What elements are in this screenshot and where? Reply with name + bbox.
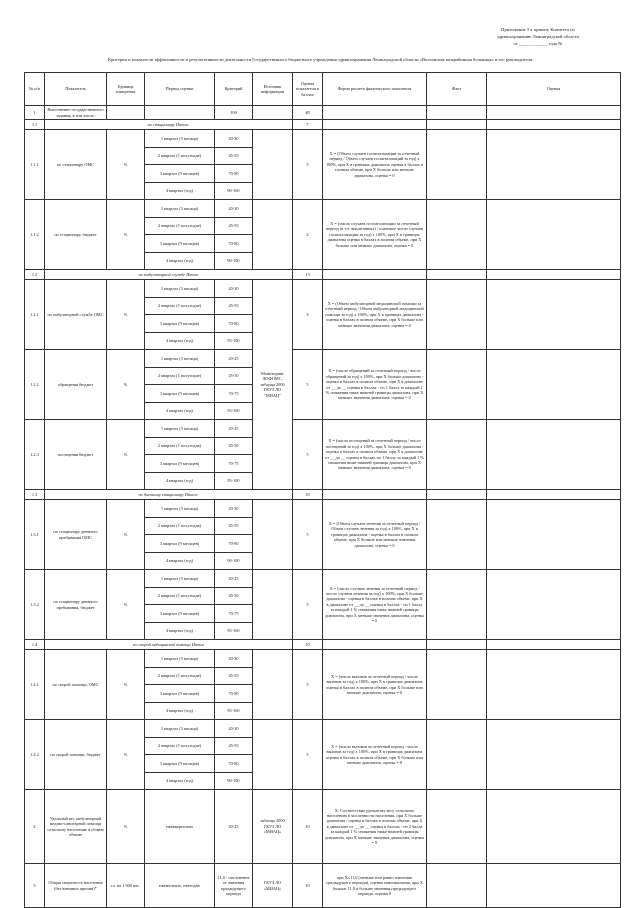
period-cell: 3 квартал (9 месяцев)	[145, 605, 215, 623]
row-indicator: по стационару ОМС	[45, 130, 107, 200]
row-indicator: по стационару, бюджет	[45, 200, 107, 270]
section-score: 10	[293, 640, 323, 650]
row-num: 1.1.1	[25, 130, 45, 200]
col-assessment-header: Оценка	[487, 73, 621, 106]
criterion-cell: 95-100	[215, 402, 253, 420]
criterion-cell: 70-80	[215, 315, 253, 333]
row-formula: X = (Объем амбулаторной медицинской помощи за отчетный период / Объем амбулаторной медицинской помощи за год) x 100%, при X в границах диапазона - оценка в баллах в полном объеме, при X больше или меньше значения диапазона, оценка = 0	[323, 280, 427, 350]
row-fact	[427, 350, 487, 420]
period-cell: 2 квартал (1 полугодие)	[145, 297, 215, 315]
row-score: 5	[293, 720, 323, 790]
criterion-cell: 20-25	[215, 350, 253, 368]
row-source	[253, 130, 293, 200]
row-num: 1.4.1	[25, 650, 45, 720]
criterion-cell: 90-100	[215, 552, 253, 570]
row-fact	[427, 500, 487, 570]
section-fact	[427, 120, 487, 130]
row-score: 5	[293, 130, 323, 200]
section-score: 10	[293, 490, 323, 500]
section-formula	[323, 490, 427, 500]
section-num: 1.3	[25, 490, 45, 500]
row-unit: сл. на 1 000 нас.	[107, 864, 145, 908]
approval-header	[458, 26, 618, 47]
row-assessment	[487, 500, 621, 570]
row-score: 2	[293, 200, 323, 270]
row-score: 5	[293, 570, 323, 640]
approval-line-1: Приложение 5 к приказу Комитета по	[501, 27, 575, 32]
table-row	[25, 200, 621, 218]
row-formula: X = (Объем случаев лечения за отчетный период / Объем случаев лечения за год) x 100%, при X в границах диапазона - оценка в баллах в полном объеме, при X больше или меньше значения диапазона, оценка = 0	[323, 500, 427, 570]
section-assessment	[487, 270, 621, 280]
row-unit: %	[107, 280, 145, 350]
col-formula-header: Форма расчета фактического показателя	[323, 73, 427, 106]
row-criterion: 100	[215, 106, 253, 120]
period-cell: 3 квартал (9 месяцев)	[145, 315, 215, 333]
row-source	[253, 106, 293, 120]
row-source	[253, 500, 293, 570]
row-formula: X: Соответствие удельному весу сельскому населению в численности населения, при X больше диапазона - оценка в баллах в полном объеме, при X в диапазоне от __ до __ оценка в баллах - по 2 балла за каждый 1 % снижения ниже нижней границы диапазона, при X меньше значения диапазона, оценка = 0	[323, 790, 427, 864]
section-num: 1.1	[25, 120, 45, 130]
period-cell: 2 квартал (1 полугодие)	[145, 367, 215, 385]
row-assessment	[487, 420, 621, 490]
row-unit: %	[107, 130, 145, 200]
row-fact	[427, 420, 487, 490]
section-row	[25, 640, 621, 650]
row-score: 10	[293, 790, 323, 864]
col-score-header: Оценка показателя в баллах	[293, 73, 323, 106]
section-row	[25, 270, 621, 280]
section-fact	[427, 270, 487, 280]
row-period	[145, 106, 215, 120]
row-source	[253, 570, 293, 640]
section-score: 13	[293, 270, 323, 280]
row-assessment	[487, 720, 621, 790]
section-formula	[323, 270, 427, 280]
criterion-cell: 70-80	[215, 685, 253, 703]
row-formula: X = (Объем случаев госпитализации за отчетный период / Объем случаев госпитализаций за год) x 100%, при X в границах диапазона оценка в баллах в полном объеме, при X больше или меньше диапазона, оценка = 0	[323, 130, 427, 200]
row-formula: X = (число случаев госпитализации за отчетный период (в т.ч. выписанных) / плановое число случаев госпитализации за год) x 100%, при X в границах диапазона оценка в баллах в полном объеме, при X больше или меньше диапазона, оценка = 0	[323, 200, 427, 270]
section-label: по скорой медицинской помощи Итого	[45, 640, 293, 650]
period-cell: 3 квартал (9 месяцев)	[145, 165, 215, 183]
row-unit: %	[107, 350, 145, 420]
row-formula: при X≤11,0 (меньше или равно значению предыдущего периода), оценка максимальная, при X больше 11,0 и больше значения предыдущего периода, оценка 0	[323, 864, 427, 908]
row-num: 3	[25, 864, 45, 908]
criterion-cell: 20-30	[215, 280, 253, 298]
period-cell: 4 квартал (год)	[145, 702, 215, 720]
section-formula	[323, 120, 427, 130]
criterion-cell: 20-30	[215, 500, 253, 518]
criterion-cell: 95-100	[215, 472, 253, 490]
row-indicator: Выполнение государственного задания, в том числе:	[45, 106, 107, 120]
col-period-header: Период оценки	[145, 73, 215, 106]
row-fact	[427, 106, 487, 120]
period-cell: 1 квартал (3 месяца)	[145, 200, 215, 218]
criterion-cell: 70-75	[215, 385, 253, 403]
criterion-cell: 20-25	[215, 570, 253, 588]
period-cell: 4 квартал (год)	[145, 552, 215, 570]
criterion-cell: 20-30	[215, 200, 253, 218]
row-unit: %	[107, 720, 145, 790]
criterion-cell: 95-100	[215, 332, 253, 350]
section-assessment	[487, 120, 621, 130]
row-assessment	[487, 350, 621, 420]
criterion-cell: 20-25	[215, 420, 253, 438]
period-cell: 2 квартал (1 полугодие)	[145, 147, 215, 165]
row-indicator: Удельный вес амбулаторной медико-санитарной помощи сельскому населению в общем объеме	[45, 790, 107, 864]
row-formula: X = (число вызовов за отчетный период / число вызовов за год) x 100%, при X в границах диапазона оценка в баллах в полном объеме, при X больше или меньше диапазона, оценка = 0	[323, 650, 427, 720]
row-formula	[323, 106, 427, 120]
criterion-cell: 45-50	[215, 587, 253, 605]
row-score: 10	[293, 864, 323, 908]
col-fact-header: Факт	[427, 73, 487, 106]
table-row	[25, 720, 621, 738]
row-source: ГКУЗ ЛО «МИАЦ»	[253, 864, 293, 908]
period-cell: 2 квартал (1 полугодие)	[145, 737, 215, 755]
section-assessment	[487, 490, 621, 500]
row-indicator: обращения бюджет	[45, 350, 107, 420]
row-indicator: по скорой помощи, бюджет	[45, 720, 107, 790]
row-unit: %	[107, 500, 145, 570]
row-criterion: 11,0 - отклонение от значения предыдущего периода	[215, 864, 253, 908]
header-row	[25, 73, 621, 106]
document-title: Критерии и показатели эффективности и результативности деятельности Государственного бюджетного учреждения здравоохранения Ленинградской области «Волховская межрайонная больница» и его руководителя	[107, 57, 533, 62]
row-score: 40	[293, 106, 323, 120]
criterion-cell: 45-55	[215, 667, 253, 685]
row-score: 5	[293, 350, 323, 420]
row-indicator: по скорой помощи, ОМС	[45, 650, 107, 720]
period-cell: 3 квартал (9 месяцев)	[145, 455, 215, 473]
period-cell: 4 квартал (год)	[145, 402, 215, 420]
criterion-cell: 70-75	[215, 605, 253, 623]
approval-line-3: от ______ ______ года №	[513, 41, 563, 46]
row-unit: %	[107, 420, 145, 490]
table-row	[25, 130, 621, 148]
row-num: 1.2.3	[25, 420, 45, 490]
period-cell: 2 квартал (1 полугодие)	[145, 587, 215, 605]
period-cell: 3 квартал (9 месяцев)	[145, 385, 215, 403]
row-fact	[427, 790, 487, 864]
criterion-cell: 90-100	[215, 772, 253, 790]
table-row	[25, 570, 621, 588]
criterion-cell: 20-30	[215, 130, 253, 148]
period-cell: 4 квартал (год)	[145, 472, 215, 490]
section-formula	[323, 640, 427, 650]
period-cell: 3 квартал (9 месяцев)	[145, 235, 215, 253]
source-merged: Мониторинг ЛОФОМС, таблица 2000 ГКУЗ ЛО "МИАЦ"	[253, 280, 293, 490]
period-cell: 1 квартал (3 месяца)	[145, 280, 215, 298]
row-fact	[427, 280, 487, 350]
row-formula: X = (число посещений за отчетный период / число посещений за год) x 100%, при X больше диапазона - оценка в баллах в полном объеме, при X в диапазоне от __ до __ оценка в баллах по 1 баллу за каждый 1 % снижения ниже нижней границы диапазона, при X меньше значения диапазона, оценка = 0	[323, 420, 427, 490]
criterion-cell: 95-100	[215, 622, 253, 640]
period-cell: 4 квартал (год)	[145, 332, 215, 350]
criterion-cell: 70-80	[215, 165, 253, 183]
criterion-cell: 45-50	[215, 437, 253, 455]
period-cell: 3 квартал (9 месяцев)	[145, 685, 215, 703]
row-fact	[427, 864, 487, 908]
section-num: 1.4	[25, 640, 45, 650]
row-unit: %	[107, 650, 145, 720]
section-row	[25, 490, 621, 500]
row-assessment	[487, 200, 621, 270]
criterion-cell: 45-50	[215, 367, 253, 385]
row-score: 5	[293, 650, 323, 720]
criterion-cell: 20-30	[215, 720, 253, 738]
table-row	[25, 350, 621, 368]
period-cell: 1 квартал (3 месяца)	[145, 350, 215, 368]
row-num: 1	[25, 106, 45, 120]
section-num: 1.2	[25, 270, 45, 280]
col-criterion-header: Критерий	[215, 73, 253, 106]
approval-line-2: здравоохранению Ленинградской области	[496, 34, 579, 39]
row-num: 2	[25, 790, 45, 864]
table-row	[25, 500, 621, 518]
period-cell: 4 квартал (год)	[145, 252, 215, 270]
row-num: 1.1.2	[25, 200, 45, 270]
period-cell: 1 квартал (3 месяца)	[145, 570, 215, 588]
section-label: по стационару Итого:	[45, 120, 293, 130]
period-cell: 1 квартал (3 месяца)	[145, 130, 215, 148]
section-fact	[427, 640, 487, 650]
period-cell: 1 квартал (3 месяца)	[145, 720, 215, 738]
section-label: по дневному стационару Итого:	[45, 490, 293, 500]
period-cell: 1 квартал (3 месяца)	[145, 650, 215, 668]
criterion-cell: 70-75	[215, 455, 253, 473]
criterion-cell: 70-80	[215, 235, 253, 253]
row-score: 3	[293, 280, 323, 350]
table-row	[25, 650, 621, 668]
row-formula: X = (число обращений за отчетный период / число обращений за год) x 100%, при X больше диапазона - оценка в баллах в полном объеме, при X в диапазоне от __ до __ оценка в баллах - по 1 баллу за каждый 1 % снижения ниже нижней границы диапазона, при X меньше значения диапазона, оценка = 0	[323, 350, 427, 420]
criterion-cell: 95-100	[215, 702, 253, 720]
row-source	[253, 650, 293, 720]
col-source-header: Источник информации	[253, 73, 293, 106]
period-cell: 4 квартал (год)	[145, 772, 215, 790]
row-fact	[427, 200, 487, 270]
row-num: 1.3.2	[25, 570, 45, 640]
row-assessment	[487, 864, 621, 908]
criterion-cell: 70-80	[215, 755, 253, 773]
row-formula: X = (число вызовов за отчетный период / число вызовов за год) x 100%, при X в границах диапазона оценка в баллах в полном объеме, при X больше или меньше диапазона, оценка = 0	[323, 720, 427, 790]
row-period: ежеквартально	[145, 790, 215, 864]
criterion-cell: 90-100	[215, 252, 253, 270]
period-cell: 4 квартал (год)	[145, 622, 215, 640]
row-assessment	[487, 790, 621, 864]
row-unit: %	[107, 790, 145, 864]
row-num: 1.4.2	[25, 720, 45, 790]
period-cell: 1 квартал (3 месяца)	[145, 420, 215, 438]
row-unit: %	[107, 570, 145, 640]
row-fact	[427, 720, 487, 790]
row-score: 5	[293, 500, 323, 570]
period-cell: 3 квартал (9 месяцев)	[145, 755, 215, 773]
criterion-cell: 90-100	[215, 182, 253, 200]
period-cell: 1 квартал (3 месяца)	[145, 500, 215, 518]
criterion-cell: 45-55	[215, 517, 253, 535]
row-unit: %	[107, 200, 145, 270]
section-score: 7	[293, 120, 323, 130]
period-cell: 3 квартал (9 месяцев)	[145, 535, 215, 553]
period-cell: 2 квартал (1 полугодие)	[145, 517, 215, 535]
col-num-header: № п/п	[25, 73, 45, 106]
criterion-cell: 45-55	[215, 147, 253, 165]
row-formula: X = (число случаев лечения за отчетный период / число случаев лечения за год) x 100%, при X больше диапазона - оценка в баллах в полном объеме, при X в диапазоне от __ до __ оценка в баллах - по 1 баллу за каждый 1 % снижения ниже нижней границы диапазона, при X меньше значения диапазона, оценка = 0	[323, 570, 427, 640]
row-num: 1.2.1	[25, 280, 45, 350]
row-unit	[107, 106, 145, 120]
criteria-table	[24, 72, 621, 908]
table-row	[25, 106, 621, 120]
row-assessment	[487, 106, 621, 120]
row-indicator: по стационару дневного пребывания, бюджет	[45, 570, 107, 640]
row-assessment	[487, 650, 621, 720]
row-indicator: посещения бюджет	[45, 420, 107, 490]
row-assessment	[487, 130, 621, 200]
row-fact	[427, 130, 487, 200]
section-label: по амбулаторной службе Итого	[45, 270, 293, 280]
table-row	[25, 790, 621, 864]
row-period: ежемесячно, ежегодно	[145, 864, 215, 908]
criterion-cell: 20-30	[215, 650, 253, 668]
criterion-cell: 70-80	[215, 535, 253, 553]
row-indicator: Общая смертность населения (без внешних причин)*	[45, 864, 107, 908]
row-fact	[427, 650, 487, 720]
row-fact	[427, 570, 487, 640]
col-indicator-header: Показатель	[45, 73, 107, 106]
period-cell: 2 квартал (1 полугодие)	[145, 667, 215, 685]
row-source	[253, 720, 293, 790]
row-source: таблица 2000 ГКУЗ ЛО «МИАЦ»	[253, 790, 293, 864]
criterion-cell: 45-55	[215, 737, 253, 755]
period-cell: 4 квартал (год)	[145, 182, 215, 200]
row-criterion: 20-25	[215, 790, 253, 864]
section-row	[25, 120, 621, 130]
row-num: 1.3.1	[25, 500, 45, 570]
period-cell: 2 квартал (1 полугодие)	[145, 437, 215, 455]
row-assessment	[487, 570, 621, 640]
row-num: 1.2.2	[25, 350, 45, 420]
row-assessment	[487, 280, 621, 350]
criterion-cell: 45-55	[215, 217, 253, 235]
row-source	[253, 200, 293, 270]
criterion-cell: 45-55	[215, 297, 253, 315]
period-cell: 2 квартал (1 полугодие)	[145, 217, 215, 235]
section-fact	[427, 490, 487, 500]
row-indicator: по стационару дневного пребывания ОМС	[45, 500, 107, 570]
row-score: 5	[293, 420, 323, 490]
table-row	[25, 420, 621, 438]
table-row	[25, 280, 621, 298]
row-indicator: по амбулаторной службе ОМС	[45, 280, 107, 350]
table-row	[25, 864, 621, 908]
col-unit-header: Единица измерения	[107, 73, 145, 106]
section-assessment	[487, 640, 621, 650]
